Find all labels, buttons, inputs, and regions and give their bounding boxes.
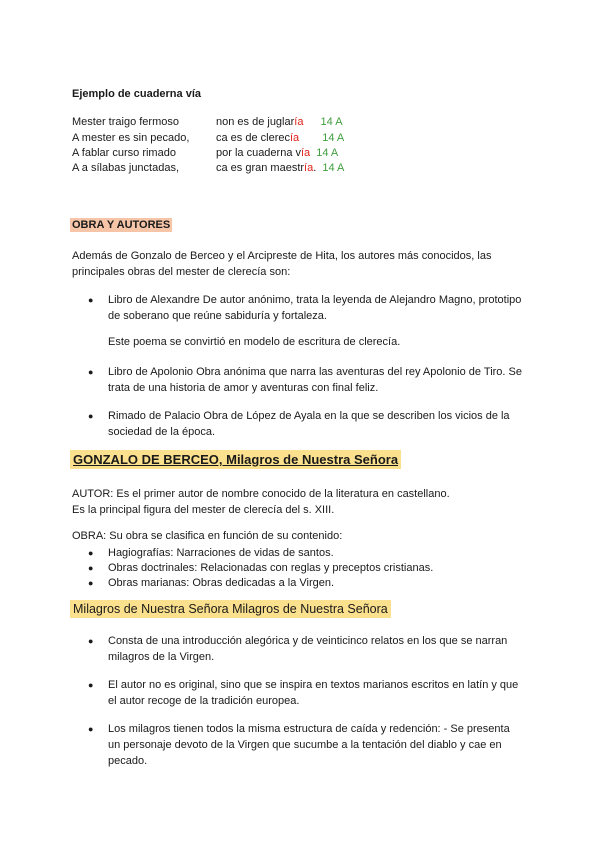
list-item-line: El autor no es original, sino que se inspira en textos marianos escritos en latín y que [108,679,519,691]
bullet-icon: ● [88,578,94,588]
list-item-line: Libro de Apolonio Obra anónima que narra las aventuras del rey Apolonio de Tiro. Se [108,366,522,378]
list-item-line: sociedad de la época. [108,426,216,438]
list-item-line: Obras marianas: Obras dedicadas a la Virgen. [108,577,335,589]
list-item-line: milagros de la Virgen. [108,651,215,663]
bullet-icon: ● [88,680,94,690]
bullet-icon: ● [88,411,94,421]
syllable-count: 14 A [320,116,343,128]
verse-right-post: . [313,162,317,174]
list-item-line: pecado. [108,755,148,767]
verse-right [216,132,344,144]
list-item [88,575,538,591]
list-item-line: Hagiografías: Narraciones de vidas de santos. [108,547,334,559]
list-item [88,408,538,440]
section-heading-milagros [70,602,391,616]
bullet-icon: ● [88,548,94,558]
heading-text: OBRA Y AUTORES [72,219,171,231]
autor-line: AUTOR: Es el primer autor de nombre conocido de la literatura en castellano. [72,488,450,500]
intro-paragraph [72,248,532,280]
list-item-line: de soberano que reúne sabiduría y fortaleza. [108,310,327,322]
verse-right-text: ca es gran maestr [216,162,305,174]
heading-text: Milagros de Nuestra Señora Milagros de Nuestra Señora [70,600,391,618]
example-title: Ejemplo de cuaderna vía [72,88,201,100]
bullet-icon: ● [88,724,94,734]
list-item [88,721,538,769]
bullet-icon: ● [88,563,94,573]
syllable-count: 14 A [322,132,345,144]
verse-left: A a sílabas junctadas, [72,162,180,174]
section-heading-gonzalo [70,452,401,467]
list-item-line: el autor recoge de la tradición europea. [108,695,300,707]
list-item-line: Rimado de Palacio Obra de López de Ayala en la que se describen los vicios de la [108,410,510,422]
list-item-line: Obras doctrinales: Relacionadas con reglas y preceptos cristianas. [108,562,434,574]
list-item-line: Consta de una introducción alegórica y de veinticinco relatos en los que se narran [108,635,508,647]
list-item [88,364,538,396]
list-item [88,292,538,324]
list-item [88,677,538,709]
bullet-icon: ● [88,367,94,377]
list-item [88,633,538,665]
verse-right [216,162,344,174]
verse-left: A fablar curso rimado [72,147,176,159]
verse-right [216,147,338,159]
rhyme-highlight: ía [301,147,311,159]
verse-right-text: non es de juglar [216,116,295,128]
section-heading-obra-autores [70,219,172,231]
rhyme-highlight: ía [304,162,314,174]
list-item-line: Los milagros tienen todos la misma estructura de caída y redención: - Se presenta [108,723,510,735]
autor-paragraph [72,486,532,518]
syllable-count: 14 A [316,147,339,159]
rhyme-highlight: ía [289,132,300,144]
verse-left: Mester traigo fermoso [72,116,179,128]
heading-text: GONZALO DE BERCEO, Milagros de Nuestra Señora [70,450,401,469]
autor-line: Es la principal figura del mester de clerecía del s. XIII. [72,504,335,516]
bullet-icon: ● [88,295,94,305]
note-line: Este poema se convirtió en modelo de escritura de clerecía. [108,336,401,348]
intro-line: Además de Gonzalo de Berceo y el Arcipreste de Hita, los autores más conocidos, las [72,250,492,262]
verse-right [216,116,343,128]
list-item-line: Libro de Alexandre De autor anónimo, trata la leyenda de Alejandro Magno, prototipo [108,294,522,306]
list-item-line: un personaje devoto de la Virgen que sucumbe a la tentación del diablo y cae en [108,739,502,751]
obra-intro: OBRA: Su obra se clasifica en función de su contenido: [72,530,343,542]
rhyme-highlight: ía [294,116,304,128]
verse-right-text: ca es de clerec [216,132,290,144]
list-item-line: trata de una historia de amor y aventuras con final feliz. [108,382,379,394]
bullet-icon: ● [88,636,94,646]
intro-line: principales obras del mester de clerecía son: [72,266,291,278]
list-item [88,560,538,576]
verse-left: A mester es sin pecado, [72,132,190,144]
list-item [88,545,538,561]
verse-right-text: por la cuaderna v [216,147,301,159]
syllable-count: 14 A [322,162,345,174]
